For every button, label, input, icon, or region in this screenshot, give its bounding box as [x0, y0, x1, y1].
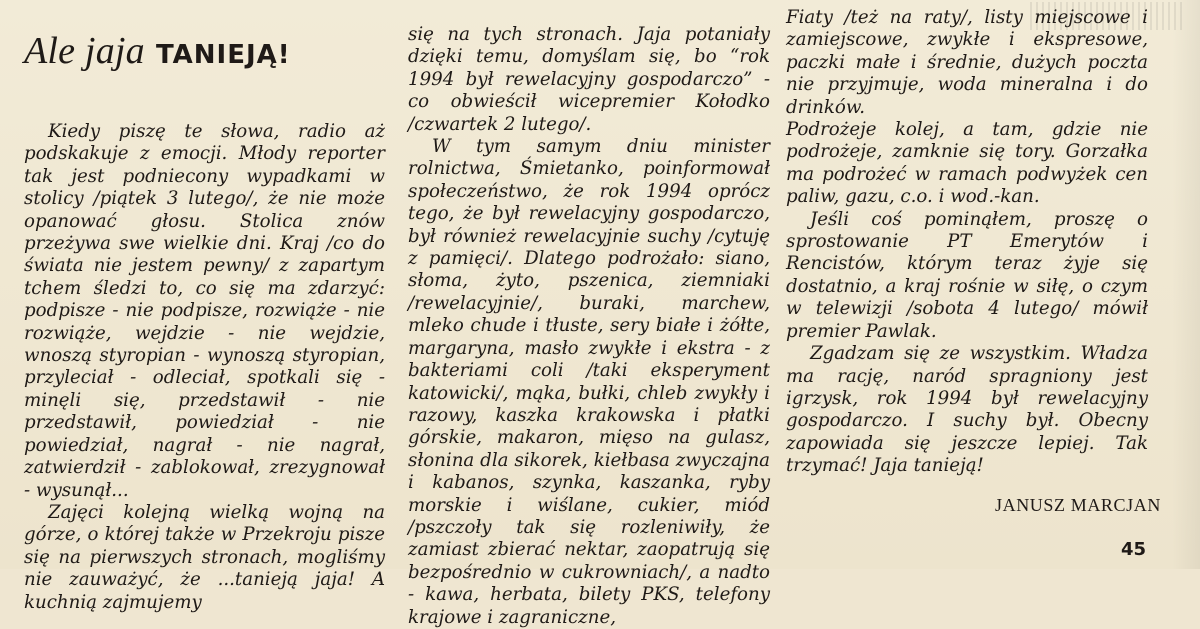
column-3-paragraph-3: Jeśli coś pominąłem, proszę o sprostowanie PT Emerytów i Rencistów, którym teraz żyje się dostatnio, a kraj rośnie w siłę, o czym w telewizji /sobota 4 lutego/ mówił premier Pawlak. [786, 208, 1148, 342]
title-italic: Ale jaja [24, 30, 145, 72]
column-3-paragraph-4: Zgadzam się ze wszystkim. Władza ma rację, naród spragniony jest igrzysk, rok 1994 był rewelacyjny gospodarczo. I suchy był. Obecny zapowiada się jeszcze lepiej. Tak trzymać! Jaja tanieją! [786, 343, 1148, 477]
column-1 [24, 121, 385, 614]
column-2-paragraph-2: W tym samym dniu minister rolnictwa, Śmietanko, poinformował społeczeństwo, że rok 1994 oprócz tego, że był rewelacyjny gospodarczo, był również rewelacyjnie suchy /cytuję z pamięci/. Dlatego podrożało: siano, słoma, żyto, pszenica, ziemniaki /rewelacyjnie/, buraki, marchew, mleko chude i tłuste, sery białe i żółte, margaryna, masło zwykłe i ekstra - z bakteriami coli /taki eksperyment katowicki/, mąka, bułki, chleb zwykły i razowy, kaszka krakowska i płatki górskie, makaron, mięso na gulasz, słonina dla sikorek, kiełbasa zwyczajna i kabanos, szynka, kaszanka, ryby morskie i wiślane, cukier, miód /pszczoły tak się rozleniwiły, że zamiast zbierać nektar, zaopatrują się bezpośrednio w cukrowniach/, a nadto - kawa, herbata, bilety PKS, telefony krajowe i zagraniczne, [408, 136, 770, 628]
column-1-paragraph-1: Kiedy piszę te słowa, radio aż podskakuje z emocji. Młody reporter tak jest podniecony wypadkami w stolicy /piątek 3 lutego/, że nie może opanować głosu. Stolica znów przeżywa swe wielkie dni. Kraj /co do świata nie jestem pewny/ z zapartym tchem śledzi to, co się ma zdarzyć: podpisze - nie podpisze, rozwiąże - nie rozwiąże, wejdzie - nie wejdzie, wnoszą styropian - wynoszą styropian, przyleciał - odleciał, spotkali się - minęli się, przedstawił - nie przedstawił, powiedział - nie powiedział, nagrał - nie nagrał, zatwierdził - zablokował, zrezygnował - wysunął... [24, 121, 385, 501]
article-title [24, 32, 291, 70]
title-bold: TANIEJĄ! [155, 40, 291, 70]
column-3-paragraph-2: Podrożeje kolej, a tam, gdzie nie podrożeje, zamknie się tory. Gorzałka ma podrożeć w ramach podwyżek cen paliw, gazu, c.o. i wod.-kan. [786, 119, 1148, 208]
author-byline [995, 495, 1161, 516]
column-3-paragraph-1: Fiaty /też na raty/, listy miejscowe i zamiejscowe, zwykłe i ekspresowe, paczki małe i średnie, dużych poczta nie przyjmuje, woda mineralna i do drinków. [786, 7, 1148, 118]
column-3 [786, 7, 1148, 478]
column-1-paragraph-2: Zajęci kolejną wielką wojną na górze, o której także w Przekroju pisze się na pierwszych stronach, mogliśmy nie zauważyć, że ...tanieją jaja! A kuchnią zajmujemy [24, 501, 385, 613]
author-name: JANUSZ MARCJAN [995, 495, 1161, 515]
page-edge-shadow [1172, 0, 1200, 569]
page-number: 45 [1120, 539, 1146, 560]
column-2-paragraph-1: się na tych stronach. Jaja potaniały dzięki temu, domyślam się, bo “rok 1994 był rewelacyjny gospodarczo” - co obwieścił wicepremier Kołodko /czwartek 2 lutego/. [408, 24, 770, 135]
column-2 [408, 24, 770, 629]
